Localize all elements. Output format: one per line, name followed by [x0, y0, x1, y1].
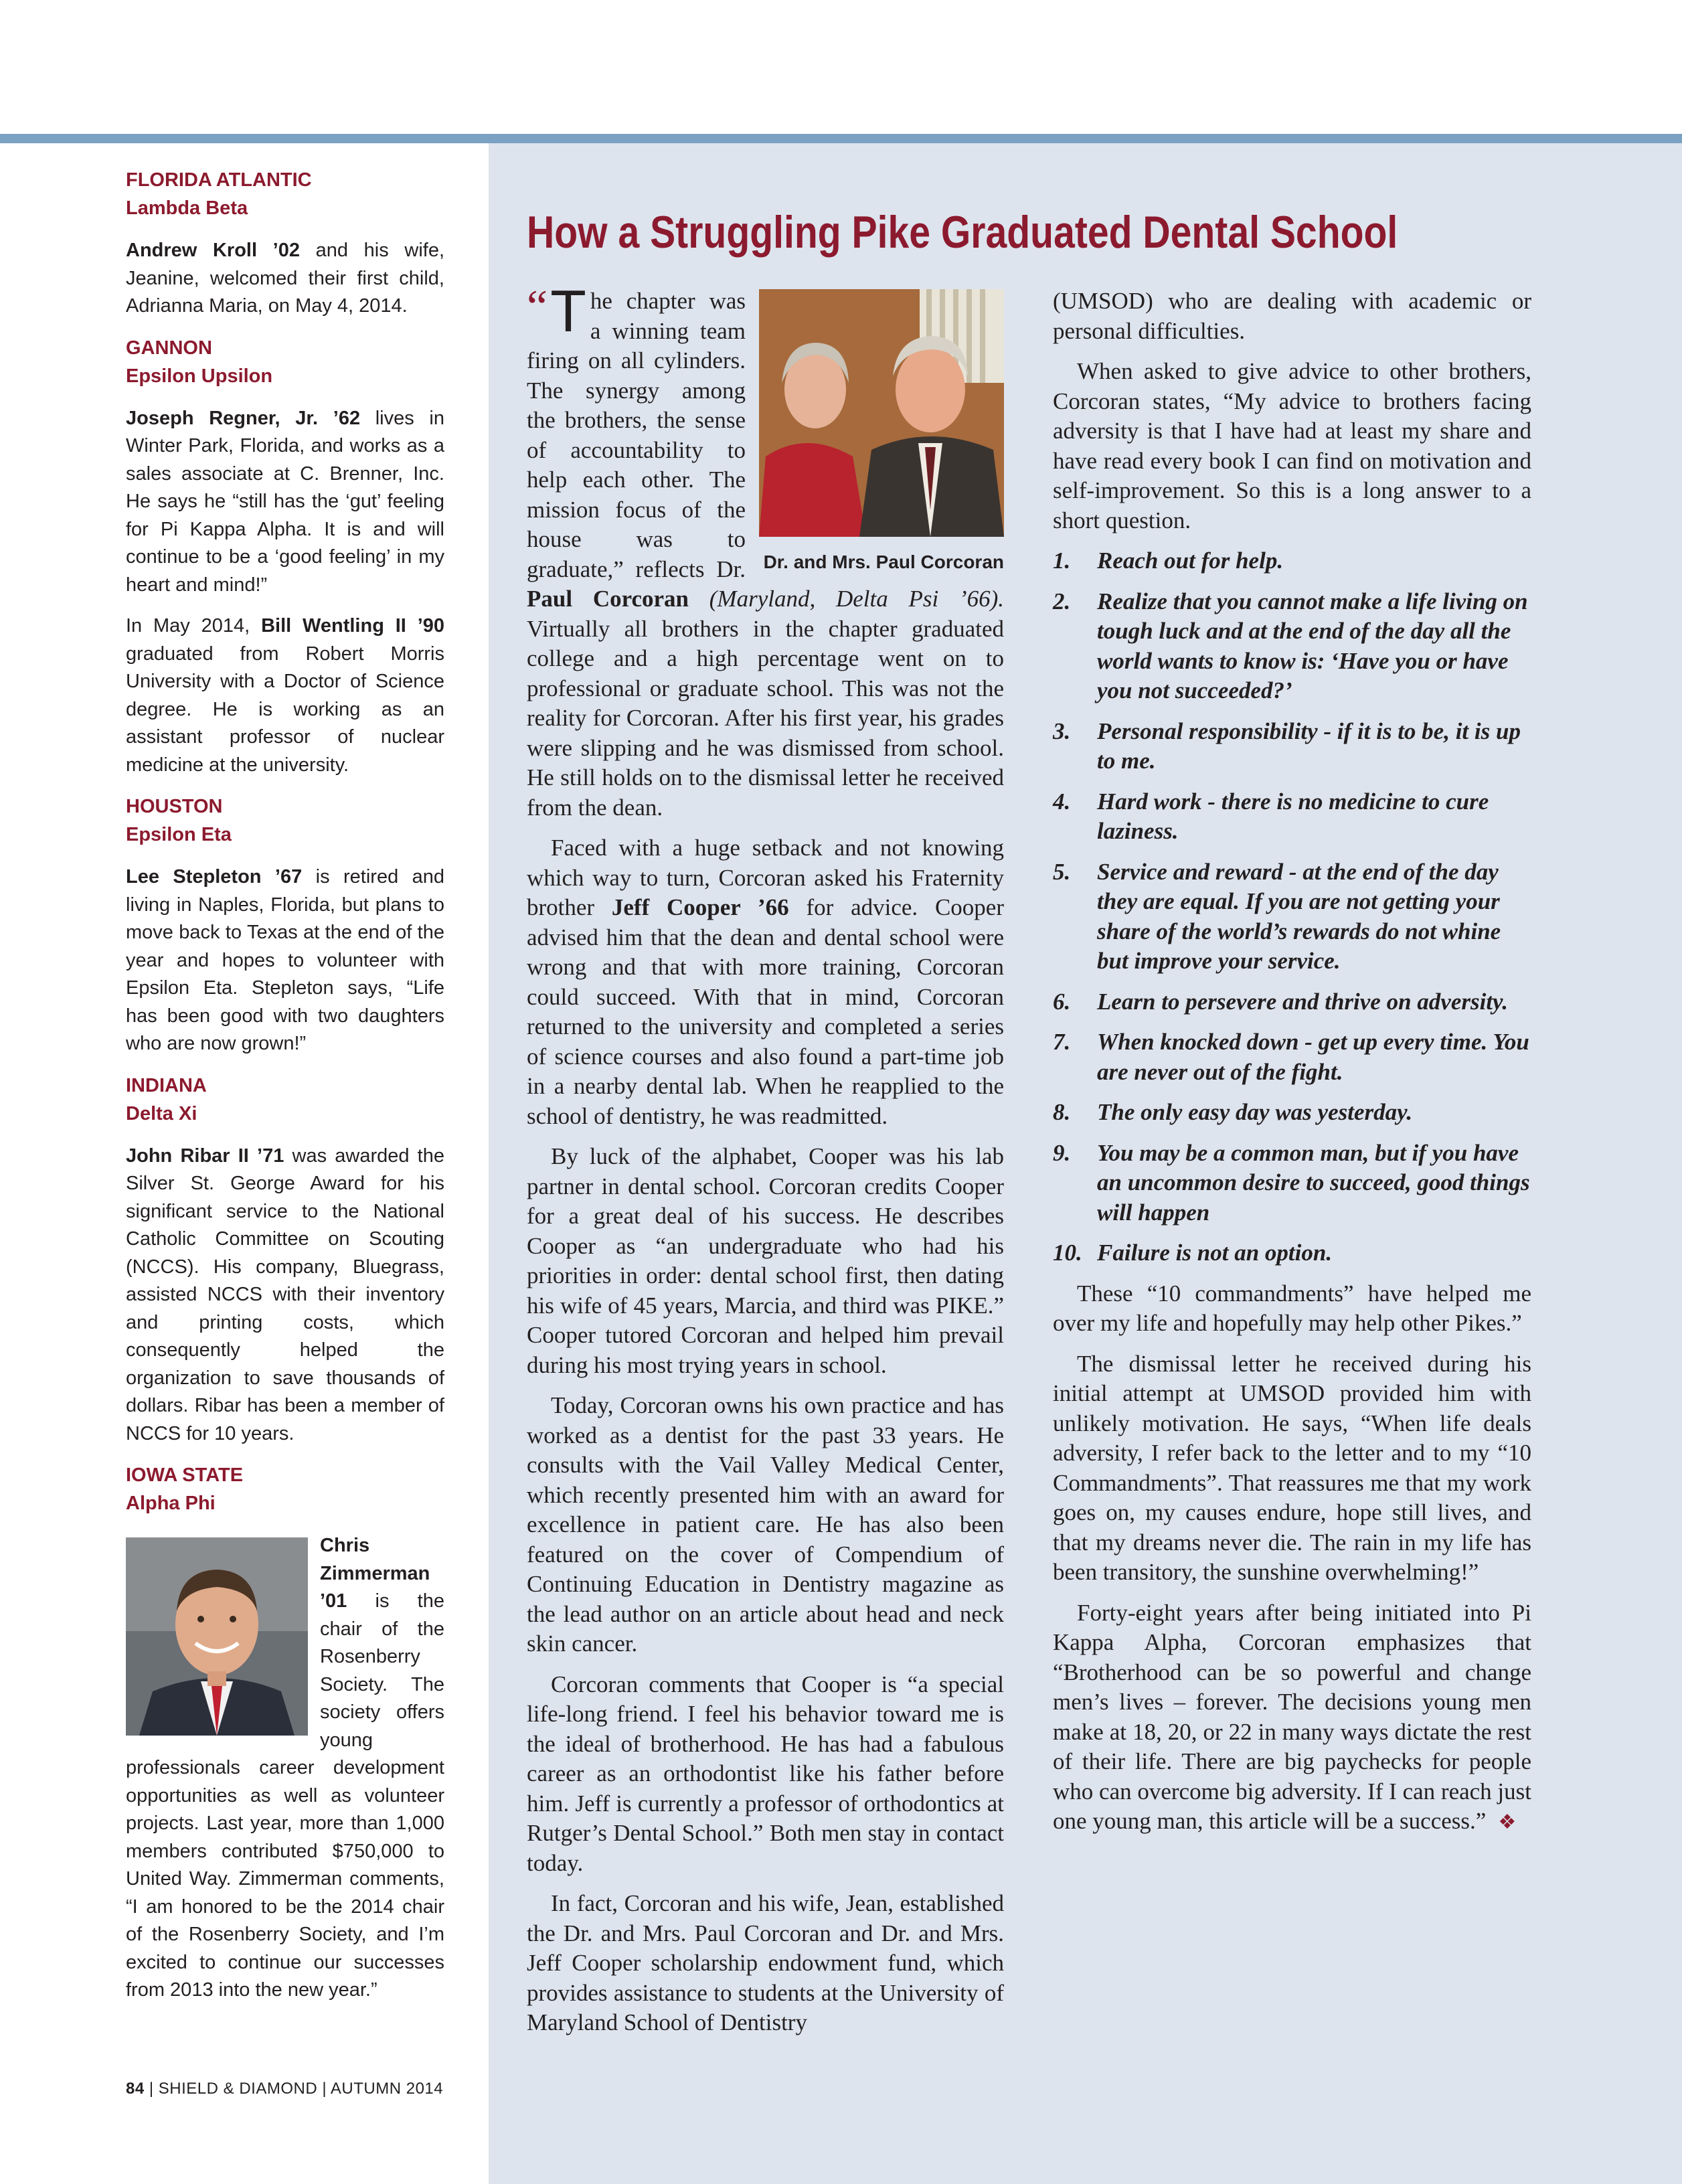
publication-info: SHIELD & DIAMOND | AUTUMN 2014 [158, 2080, 444, 2098]
list-item: 8. The only easy day was yesterday. [1053, 1099, 1413, 1125]
list-item: 7. When knocked down - get up every time. You are never out of the fight. [1053, 1029, 1529, 1085]
portrait-image [126, 1537, 308, 1736]
news-item: John Ribar II ’71 was awarded the Silver St. George Award for his significant service to the National Catholic Committee on Scouting (NCCS). His company, Bluegrass, assisted NCCS with their inventory and printing costs, which consequently helped the organization to save thousands of dollars. Ribar has been a member of NCCS for 10 years. [126, 1145, 444, 1444]
member-name: Chris Zimmerman ’01 [320, 1535, 430, 1612]
article-paragraph: Faced with a huge setback and not knowing which way to turn, Corcoran asked his Fraternity brother Jeff Cooper ’66 for advice. Cooper advised him that the dean and dental school were wrong and that with more training, Corcoran could succeed. With that in mind, Corcoran returned to the university and completed a series of science courses and also found a part-time job in a nearby dental lab. When he reapplied to the school of dentistry, he was readmitted. [527, 835, 1004, 1129]
member-name: Lee Stepleton ’67 [126, 866, 303, 888]
article-paragraph: Corcoran comments that Cooper is “a special life-long friend. I feel his behavior toward me is the ideal of brotherhood. He has had a fabulous career as an orthodontist like his father before him. Jeff is currently a professor of orthodontics at Rutger’s Dental School.” Both men stay in contact today. [527, 1671, 1004, 1876]
chapter-heading: Alpha Phi [126, 1493, 216, 1514]
corcoran-couple-photo [759, 289, 1004, 537]
section-florida-atlantic [126, 166, 444, 321]
member-name: Bill Wentling II ’90 [261, 615, 445, 637]
article-paragraph: By luck of the alphabet, Cooper was his lab partner in dental school. Corcoran credits Cooper for a great deal of his success. He describes Cooper as “an undergraduate who had his priorities in order: dental school first, then dating his wife of 45 years, Marcia, and third was PIKE.” Cooper tutored Corcoran and helped him prevail during his most trying years in school. [527, 1143, 1004, 1378]
sidebar-chapter-news [126, 166, 444, 2018]
news-item: Chris Zimmerman ’01 is the chair of the Rosenberry Society. The society offers young professionals career development opportunities as well as volunteer projects. Last year, more than 1,000 members contributed $750,000 to United Way. Zimmerman comments, “I am honored to be the 2014 chair of the Rosenberry Society, and I’m excited to continue our successes from 2013 into the new year.” [126, 1535, 444, 2001]
article-column-1 [527, 278, 1004, 2049]
article-paragraph: (UMSOD) who are dealing with academic or personal difficulties. [1053, 288, 1531, 344]
opening-quote-mark: “ [527, 281, 548, 333]
article-paragraph-closing: Forty-eight years after being initiated into Pi Kappa Alpha, Corcoran emphasizes that “Brotherhood can be so powerful and change men’s lives – forever. The decisions young men make at 18, 20, or 22 in many ways dictate the rest of their life. There are big paychecks for people who can overcome big adversity. If I can reach just one young man, this article will be a success.” ❖ [1053, 1599, 1531, 1834]
article-column-2 [1053, 286, 1531, 1849]
top-rule [0, 134, 1682, 143]
section-gannon [126, 334, 444, 780]
list-item: 9. You may be a common man, but if you have an uncommon desire to succeed, good things will happen [1053, 1139, 1530, 1226]
list-item: 2. Realize that you cannot make a life living on tough luck and at the end of the day all the world wants to know is: ‘Have you or have you not succeeded?’ [1053, 588, 1528, 703]
person-name: Jeff Cooper ’66 [611, 894, 789, 920]
list-item: 6. Learn to persevere and thrive on adversity. [1053, 988, 1509, 1015]
photo-caption: Dr. and Mrs. Paul Corcoran [763, 551, 1004, 572]
list-item: 1. Reach out for help. [1053, 548, 1284, 574]
member-name: Joseph Regner, Jr. ’62 [126, 407, 361, 429]
school-heading: IOWA STATE [126, 1464, 244, 1486]
article-paragraph: Today, Corcoran owns his own practice and has worked as a dentist for the past 33 years. He consults with the Vail Valley Medical Center, which recently presented him with an award for excellence in patient care. He has also been featured on the cover of Compendium of Continuing Education in Dentistry magazine as the lead author on an article about head and neck skin cancer. [527, 1392, 1004, 1657]
ten-commandments-list [1053, 546, 1531, 1268]
article-headline: How a Struggling Pike Graduated Dental School [527, 206, 1398, 258]
article-paragraph: These “10 commandments” have helped me over my life and hopefully may help other Pikes.” [1053, 1280, 1531, 1336]
section-houston [126, 792, 444, 1058]
news-item: Andrew Kroll ’02 and his wife, Jeanine, welcomed their first child, Adrianna Maria, on May 4, 2014. [126, 240, 445, 317]
end-mark-icon: ❖ [1498, 1811, 1517, 1833]
article-paragraph: When asked to give advice to other brothers, Corcoran states, “My advice to brothers facing adversity is that I have had at least my share and have read every book I can find on motivation and self-improvement. So this is a long answer to a short question. [1053, 358, 1531, 533]
list-item: 3. Personal responsibility - if it is to be, it is up to me. [1053, 718, 1521, 774]
chapter-heading: Delta Xi [126, 1102, 197, 1124]
list-item: 5. Service and reward - at the end of the day they are equal. If you are not getting your share of the world’s rewards do not whine but improve your service. [1053, 858, 1501, 974]
section-indiana [126, 1072, 444, 1448]
article-paragraph: In fact, Corcoran and his wife, Jean, established the Dr. and Mrs. Paul Corcoran and Dr. and Mrs. Jeff Cooper scholarship endowment fund, which provides assistance to students at the University of Maryland School of Dentistry [527, 1890, 1004, 2035]
member-name: Andrew Kroll ’02 [126, 240, 300, 261]
school-heading: INDIANA [126, 1074, 207, 1096]
article-paragraph: The dismissal letter he received during his initial attempt at UMSOD provided him with unlikely motivation. He says, “When life deals adversity, I refer back to the letter and to my “10 Commandments”. That reassures me that my work goes on, my causes endure, hope still lives, and that my dreams never die. The rain in my life has been transitory, the sunshine overwhelming!” [1053, 1350, 1531, 1585]
corcoran-photo-figure [759, 289, 1004, 574]
person-name: Paul Corcoran [527, 586, 689, 612]
page-footer [126, 2080, 443, 2098]
footer-separator: | [149, 2080, 154, 2098]
school-heading: HOUSTON [126, 796, 223, 817]
news-item: In May 2014, Bill Wentling II ’90 graduated from Robert Morris University with a Doctor of Science degree. He is working as an assistant professor of nuclear medicine at the university. [126, 615, 445, 776]
page-number: 84 [126, 2080, 145, 2098]
school-heading: GANNON [126, 337, 212, 359]
article-paragraph-intro: “ T he chapter was a winning team firing on all cylinders. The synergy among the brothers, the sense of accountability to help each other. The mission focus of the house was to graduate,” reflects Dr. Paul Corcoran (Maryland, Delta Psi ’66). Virtually all brothers in the chapter graduated college and a high percentage went on to professional or graduate school. This was not the reality for Corcoran. After his first year, his grades were slipping and he was dismissed from school. He still holds on to the dismissal letter he received from the dean. [527, 278, 1004, 821]
list-item: 4. Hard work - there is no medicine to cure laziness. [1053, 788, 1489, 844]
school-heading: FLORIDA ATLANTIC [126, 169, 312, 191]
drop-cap: T [550, 278, 586, 344]
chapter-heading: Epsilon Eta [126, 824, 232, 845]
member-name: John Ribar II ’71 [126, 1145, 284, 1167]
section-iowa-state [126, 1461, 444, 2005]
list-item: 10. Failure is not an option. [1053, 1240, 1333, 1266]
chapter-heading: Epsilon Upsilon [126, 365, 273, 387]
news-item: Joseph Regner, Jr. ’62 lives in Winter Park, Florida, and works as a sales associate at C. Brenner, Inc. He says he “still has the ‘gut’ feeling for Pi Kappa Alpha. It is and will continue to be a ‘good feeling’ in my heart and mind!” [126, 407, 444, 596]
news-item: Lee Stepleton ’67 is retired and living in Naples, Florida, but plans to move back to Texas at the end of the year and hopes to volunteer with Epsilon Eta. Stepleton says, “Life has been good with two daughters who are now grown!” [126, 866, 445, 1054]
chapter-heading: Lambda Beta [126, 197, 248, 219]
zimmerman-portrait-photo [126, 1537, 308, 1736]
